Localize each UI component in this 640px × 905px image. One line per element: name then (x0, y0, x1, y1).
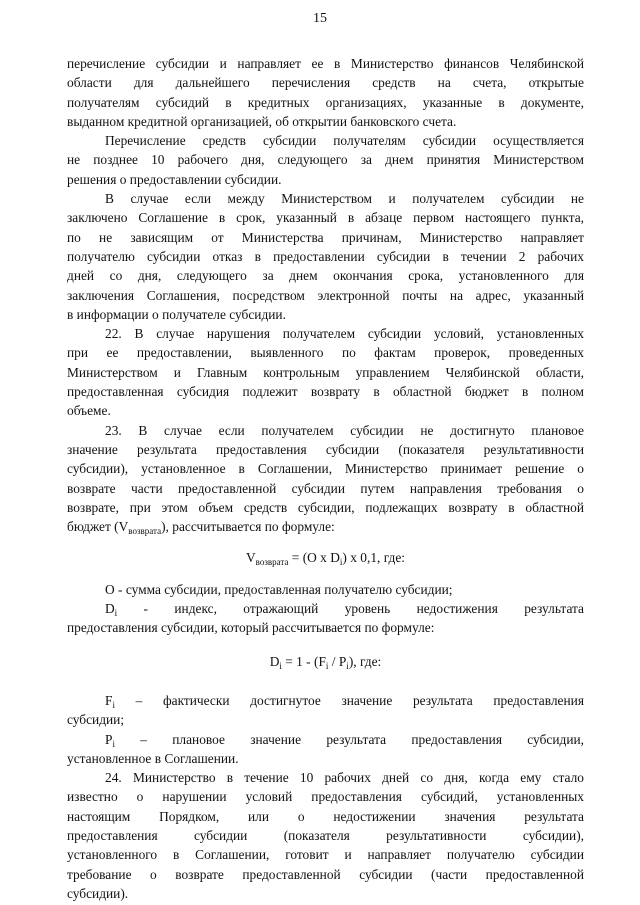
page-body (67, 54, 584, 903)
text-fragment: - индекс, отражающий уровень недостижения результата (117, 601, 584, 617)
text-line: 23. В случае если получателем субсидии не достигнуто плановое (105, 422, 584, 438)
formula-part: = 1 - (F (281, 653, 326, 669)
formula-part: ), где: (348, 653, 382, 669)
definition-o (67, 580, 584, 599)
subscript: возврата (255, 557, 289, 568)
text-line: предоставления субсидии (показателя результативности субсидии), (67, 827, 584, 843)
text-line: дней со дня, следующего за днем окончания срока, установленного для (67, 268, 584, 284)
text-line: решения о предоставлении субсидии. (67, 171, 282, 187)
paragraph-transfer-deadline (67, 131, 584, 189)
text-line: установленного в Соглашении, готовит и направляет получателю субсидии (67, 847, 584, 863)
text-line: В случае если между Министерством и получателем субсидии не (105, 191, 584, 207)
text-line (67, 691, 584, 710)
text-line: области для дальнейшего перечисления средств на счета, открытые (67, 75, 584, 91)
text-line (67, 599, 584, 618)
subscript: i (279, 660, 282, 671)
subscript: i (325, 660, 329, 671)
text-line: установленное в Соглашении. (67, 750, 239, 766)
formula-refund-volume (67, 548, 584, 567)
text-fragment: ), рассчитывается по формуле: (161, 519, 335, 535)
text-line: в информации о получателе субсидии. (67, 306, 286, 322)
text-line: не позднее 10 рабочего дня, следующего за днем принятия Министерством (67, 152, 584, 168)
paragraph-item-24 (67, 768, 584, 903)
formula-symbol: F (105, 692, 113, 708)
subscript: возврата (128, 526, 162, 537)
formula-part: / P (328, 653, 347, 669)
text-line: значение результата предоставления субсидии (показателя результативности (67, 441, 584, 457)
text-line: Перечисление средств субсидии получателям субсидии осуществляется (105, 133, 584, 149)
text-line: O - сумма субсидии, предоставленная получателю субсидии; (105, 581, 453, 597)
formula-symbol: V (245, 550, 256, 566)
text-line: субсидии). (67, 885, 129, 901)
subscript: i (112, 738, 115, 749)
text-line: при ее предоставлении, выявленного по фактам проверок, проведенных (67, 345, 584, 361)
text-line: Министерством и Главным контрольным управлением Челябинской области, (67, 364, 584, 380)
subscript: i (346, 660, 349, 671)
text-line: заключения Соглашения, посредством электронной почты на адрес, указанный (67, 287, 584, 303)
text-line: возврате части предоставленной субсидии путем направления требования о (67, 480, 584, 496)
text-line: настоящим Порядком, или о недостижении значения результата (67, 808, 584, 824)
text-line: заключено Соглашение в срок, указанный в абзаце первом настоящего пункта, (67, 210, 584, 226)
text-line: перечисление субсидии и направляет ее в Министерство финансов Челябинской (67, 56, 584, 71)
text-line: выданном кредитной организацией, об открытии банковского счета. (67, 113, 457, 129)
text-line (67, 517, 584, 536)
text-line (67, 730, 584, 749)
formula-symbol: D (269, 653, 280, 669)
formula-symbol: P (105, 731, 113, 747)
text-line: требование о возврате предоставленной субсидии (части предоставленной (67, 866, 584, 882)
page-number: 15 (313, 11, 327, 26)
paragraph-refusal (67, 189, 584, 324)
text-line: субсидии; (67, 712, 125, 728)
text-fragment: – плановое значение результата предоставления субсидии, (114, 731, 584, 747)
text-fragment: – фактически достигнутое значение результата предоставления (114, 692, 584, 708)
subscript: i (112, 699, 115, 710)
text-line: предоставления субсидии, который рассчитывается по формуле: (67, 620, 435, 636)
text-line: возврате, при этом объем средств субсидии, подлежащих возврату в областной (67, 499, 584, 515)
text-line: получателям субсидий в кредитных организациях, указанные в документе, (67, 94, 584, 110)
definition-p (67, 730, 584, 769)
text-line: субсидии), установленное в Соглашении, Министерство принимает решение о (67, 461, 584, 477)
paragraph-continuation (67, 54, 584, 131)
text-fragment: бюджет (V (67, 519, 129, 535)
text-line: по не зависящим от Министерства причинам, Министерство направляет (67, 229, 584, 245)
definition-d (67, 599, 584, 638)
paragraph-item-23 (67, 421, 584, 537)
text-line: известно о нарушении условий предоставления субсидий, установленных (67, 789, 584, 805)
text-line: объеме. (67, 403, 111, 419)
text-line: предоставленная субсидия подлежит возврату в областной бюджет в полном (67, 384, 584, 400)
text-line: 24. Министерство в течение 10 рабочих дней со дня, когда ему стало (105, 770, 584, 786)
paragraph-item-22 (67, 324, 584, 420)
formula-part: ) x 0,1, где: (342, 550, 406, 566)
subscript: i (339, 557, 343, 568)
definition-f (67, 691, 584, 730)
subscript: i (114, 608, 118, 619)
text-line: получателю субсидии отказ в предоставлении субсидии в течении 2 рабочих (67, 248, 584, 264)
formula-part: = (O x D (288, 550, 340, 566)
formula-index (67, 652, 584, 671)
formula-symbol: D (105, 601, 115, 617)
text-line: 22. В случае нарушения получателем субсидии условий, установленных (105, 326, 584, 342)
